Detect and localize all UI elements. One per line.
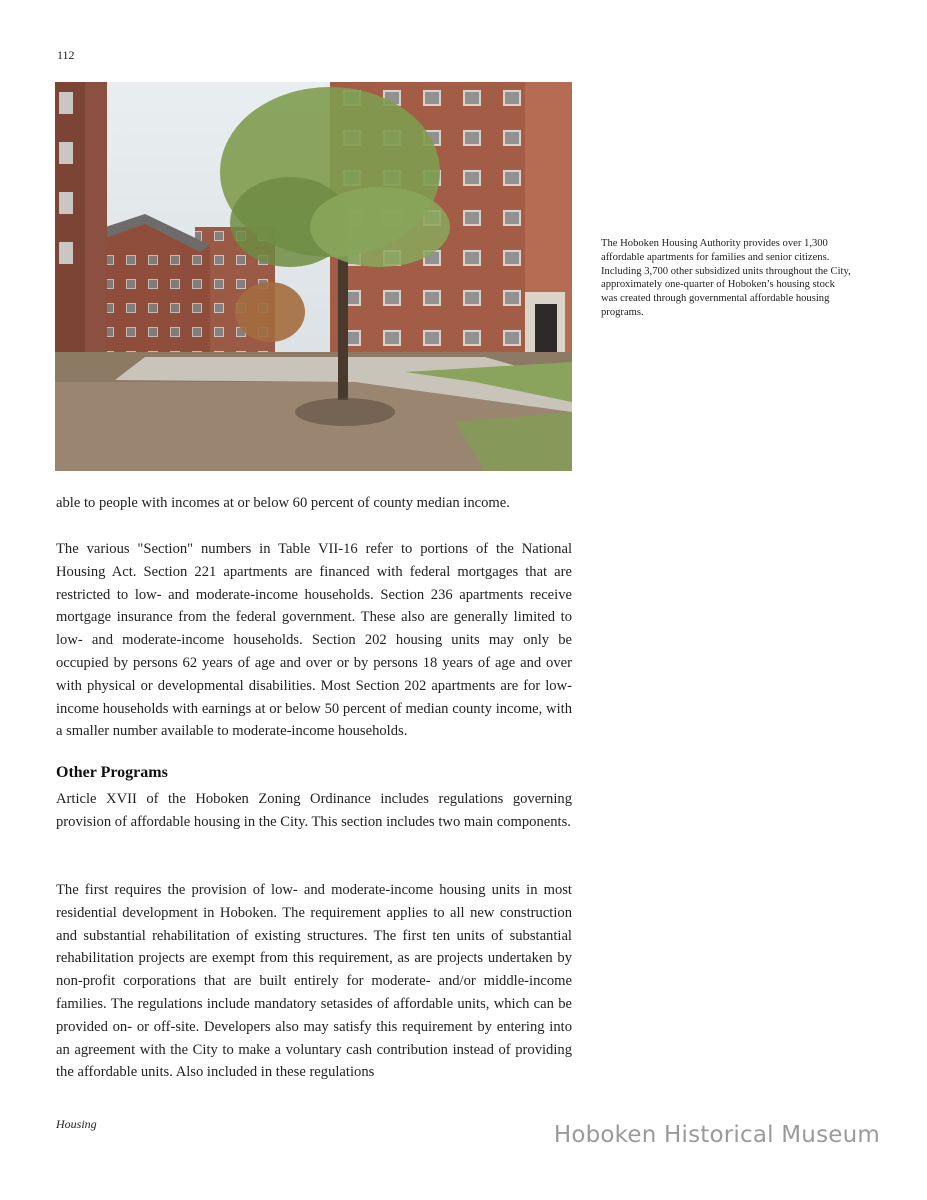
footer-section-label: Housing — [56, 1117, 97, 1131]
paragraph-4: The first requires the provision of low- and moderate-income housing units in most residential development in Hoboken. The requirement applies to all new construction and substantial rehabilitation of existing structures. The first ten units of substantial rehabilitation projects are exempt from this requirement, as are projects undertaken by non-profit corporations that are built entirely for moderate- and/or middle-income families. The regulations include mandatory setasides of affordable units, which can be provided on- or off-site. Developers also may satisfy this requirement by entering into an agreement with the City to make a voluntary cash contribution instead of providing the affordable units. Also included in these regulations — [56, 882, 572, 1081]
paragraph-2: The various "Section" numbers in Table VII-16 refer to portions of the National Housing Act. Section 221 apartments are financed with federal mortgages that are restricted to low- and moderate-income households. Section 236 apartments receive mortgage insurance from the federal government. These also are generally limited to low- and moderate-income households. Section 202 housing units may only be occupied by persons 62 years of age and over or by persons 18 years of age and over with physical or developmental disabilities. Most Section 202 apartments are for low-income households with earnings at or below 50 percent of median county income, with a smaller number available to moderate-income households. — [56, 541, 572, 740]
paragraph-1: able to people with incomes at or below 60 percent of county median income. — [56, 495, 510, 511]
photo-caption: The Hoboken Housing Authority provides over 1,300 affordable apartments for families and senior citizens. Including 3,700 other subsidized units throughout the City, approximately one-quarter of Hoboken’s housing stock was created through governmental affordable housing programs. — [601, 238, 851, 318]
paragraph-3: Article XVII of the Hoboken Zoning Ordinance includes regulations governing provision of affordable housing in the City. This section includes two main components. — [56, 791, 572, 830]
paragraph-article-xvii — [56, 788, 572, 834]
paragraph-section-numbers — [56, 538, 572, 743]
paragraph-first-requirement — [56, 879, 572, 1084]
museum-watermark: Hoboken Historical Museum — [553, 1122, 880, 1148]
page-number: 112 — [57, 48, 75, 62]
section-heading-other-programs: Other Programs — [56, 764, 168, 781]
housing-photo — [55, 82, 572, 471]
paragraph-continuation — [56, 492, 572, 515]
